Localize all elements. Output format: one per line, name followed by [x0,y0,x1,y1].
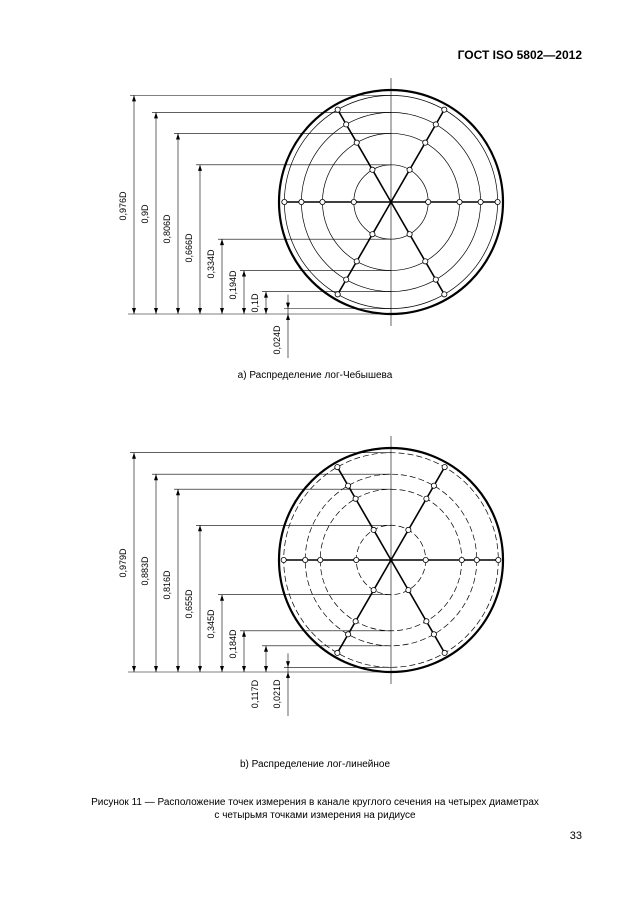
b-arrow-bottom-3 [176,666,180,672]
a-dimension-label-1: 0,976D [118,191,128,221]
b-dimension-label-4: 0,655D [184,589,194,619]
b-measuring-point [442,464,447,469]
b-arrow-top-4 [198,525,202,531]
a-dimension-label-8: 0,024D [272,325,282,355]
a-dimension-label-4: 0,666D [184,233,194,263]
b-arrow-top-3 [176,489,180,495]
b-measuring-point [354,557,359,562]
b-measuring-point [318,557,323,562]
b-arrow-top-6 [242,631,246,637]
a-dimension-label-6: 0,194D [228,270,238,300]
b-arrow-bottom-1 [132,666,136,672]
b-measuring-point [335,464,340,469]
b-arrow-top-7 [264,646,268,652]
b-measuring-point [335,650,340,655]
b-dimension-label-2: 0,883D [140,556,150,586]
b-measuring-point [303,557,308,562]
b-arrow-bottom-7 [264,666,268,672]
b-measuring-point [406,527,411,532]
b-measuring-point [346,483,351,488]
b-arrow-bottom-5 [220,666,224,672]
figure-title-line2: с четырьмя точками измерения на ридиусе [214,810,416,821]
b-dimension-label-8: 0,021D [272,679,282,709]
b-measuring-point [406,587,411,592]
b-dimension-label-1: 0,979D [118,548,128,578]
b-measuring-point [371,587,376,592]
b-measuring-point [423,557,428,562]
caption-b: b) Распределение лог-линейное [239,759,391,770]
b-measuring-point [353,619,358,624]
b-measuring-point [431,483,436,488]
figure-title [0,796,630,822]
b-measuring-point [496,557,501,562]
b-arrow-top-5 [220,595,224,601]
a-dimension-label-2: 0,9D [140,204,150,224]
a-dimension-label-3: 0,806D [162,214,172,244]
b-measuring-point [353,496,358,501]
b-arrow-top-8 [286,661,290,667]
page-number: 33 [569,830,582,842]
b-dimension-label-5: 0,345D [206,609,216,639]
figure-title-line1: Рисунок 11 — Расположение точек измерения в канале круглого сечения на четырех диаметрах [91,797,539,808]
a-dimension-label-5: 0,334D [206,249,216,279]
b-dimension-label-6: 0,184D [228,629,238,659]
standard-header: ГОСТ ISO 5802—2012 [457,48,582,62]
caption-a: a) Распределение лог-Чебышева [237,370,393,381]
b-arrow-bottom-2 [154,666,158,672]
b-measuring-point [431,632,436,637]
b-arrow-bottom-6 [242,666,246,672]
b-arrow-bottom-8 [286,672,290,678]
b-measuring-point [442,650,447,655]
b-measuring-point [281,557,286,562]
b-measuring-point [346,632,351,637]
b-arrow-top-2 [154,474,158,480]
b-measuring-point [424,619,429,624]
b-measuring-point [371,527,376,532]
b-dimension-label-3: 0,816D [162,570,172,600]
b-arrow-top-1 [132,453,136,459]
b-measuring-point [474,557,479,562]
b-dimension-label-7: 0,117D [250,679,260,709]
b-measuring-point [459,557,464,562]
b-arrow-bottom-4 [198,666,202,672]
a-dimension-label-7: 0,1D [250,293,260,313]
b-measuring-point [424,496,429,501]
